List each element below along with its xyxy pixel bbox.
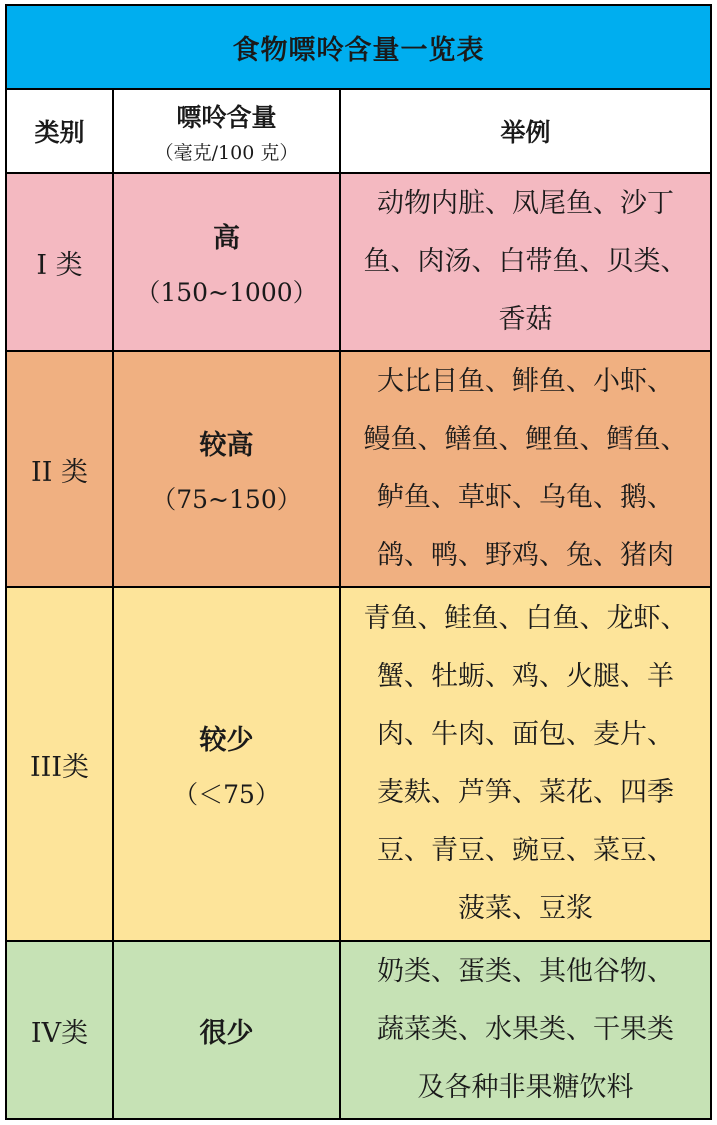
examples-line: 动物内脏、凤尾鱼、沙丁 xyxy=(377,188,674,219)
purine-level-cell xyxy=(114,352,341,586)
purine-level-cell xyxy=(114,942,341,1118)
header-purine-cell xyxy=(114,90,341,172)
purine-level: 较少 xyxy=(199,724,254,756)
examples-text xyxy=(341,943,710,1117)
purine-level: 高 xyxy=(213,222,240,254)
examples-line: 豆、青豆、豌豆、菜豆、 xyxy=(377,835,674,866)
examples-line: 麦麸、芦笋、菜花、四季 xyxy=(377,777,674,808)
examples-line: 香菇 xyxy=(498,304,553,335)
category-cell xyxy=(7,352,114,586)
header-purine-label: 嘌呤含量 xyxy=(176,102,277,132)
examples-line: 及各种非果糖饮料 xyxy=(417,1072,634,1103)
table-row-class-1 xyxy=(7,174,710,352)
examples-line: 菠菜、豆浆 xyxy=(458,893,593,924)
header-purine-unit: （毫克/100 克） xyxy=(154,141,299,164)
purine-range: （＜75） xyxy=(173,779,280,809)
examples-line: 蔬菜类、水果类、干果类 xyxy=(377,1014,674,1045)
examples-line: 蟹、牡蛎、鸡、火腿、羊 xyxy=(377,661,674,692)
examples-line: 青鱼、鲑鱼、白鱼、龙虾、 xyxy=(363,603,688,634)
category-cell xyxy=(7,174,114,350)
category-cell xyxy=(7,942,114,1118)
examples-text xyxy=(341,353,710,585)
purine-level-cell xyxy=(114,174,341,350)
examples-line: 鱼、肉汤、白带鱼、贝类、 xyxy=(363,246,688,277)
purine-table xyxy=(5,4,712,1120)
examples-line: 鲈鱼、草虾、乌龟、鹅、 xyxy=(377,482,674,513)
examples-cell xyxy=(341,588,710,940)
examples-line: 肉、牛肉、面包、麦片、 xyxy=(377,719,674,750)
examples-cell xyxy=(341,942,710,1118)
examples-line: 大比目鱼、鲱鱼、小虾、 xyxy=(377,366,674,397)
header-examples-label: 举例 xyxy=(500,118,551,147)
header-category-cell xyxy=(7,90,114,172)
purine-level: 很少 xyxy=(199,1017,254,1049)
category-label: IV类 xyxy=(30,1017,89,1049)
examples-line: 奶类、蛋类、其他谷物、 xyxy=(377,956,674,987)
category-cell xyxy=(7,588,114,940)
examples-line: 鳗鱼、鳝鱼、鲤鱼、鳕鱼、 xyxy=(363,424,688,455)
purine-range: （75~150） xyxy=(151,484,302,514)
examples-text xyxy=(341,175,710,349)
category-label: I 类 xyxy=(36,249,83,281)
examples-cell xyxy=(341,174,710,350)
category-label: II 类 xyxy=(31,456,88,488)
purine-range: （150~1000） xyxy=(135,277,318,307)
table-row-class-3 xyxy=(7,588,710,942)
header-examples-cell xyxy=(341,90,710,172)
table-header-row xyxy=(7,90,710,174)
examples-cell xyxy=(341,352,710,586)
purine-level-cell xyxy=(114,588,341,940)
examples-text xyxy=(341,590,710,938)
table-row-class-2 xyxy=(7,352,710,588)
purine-level: 较高 xyxy=(199,429,254,461)
examples-line: 鸽、鸭、野鸡、兔、猪肉 xyxy=(377,540,674,571)
table-row-class-4 xyxy=(7,942,710,1118)
header-category-label: 类别 xyxy=(34,118,85,147)
category-label: III类 xyxy=(30,751,89,783)
table-title: 食物嘌呤含量一览表 xyxy=(7,6,710,90)
